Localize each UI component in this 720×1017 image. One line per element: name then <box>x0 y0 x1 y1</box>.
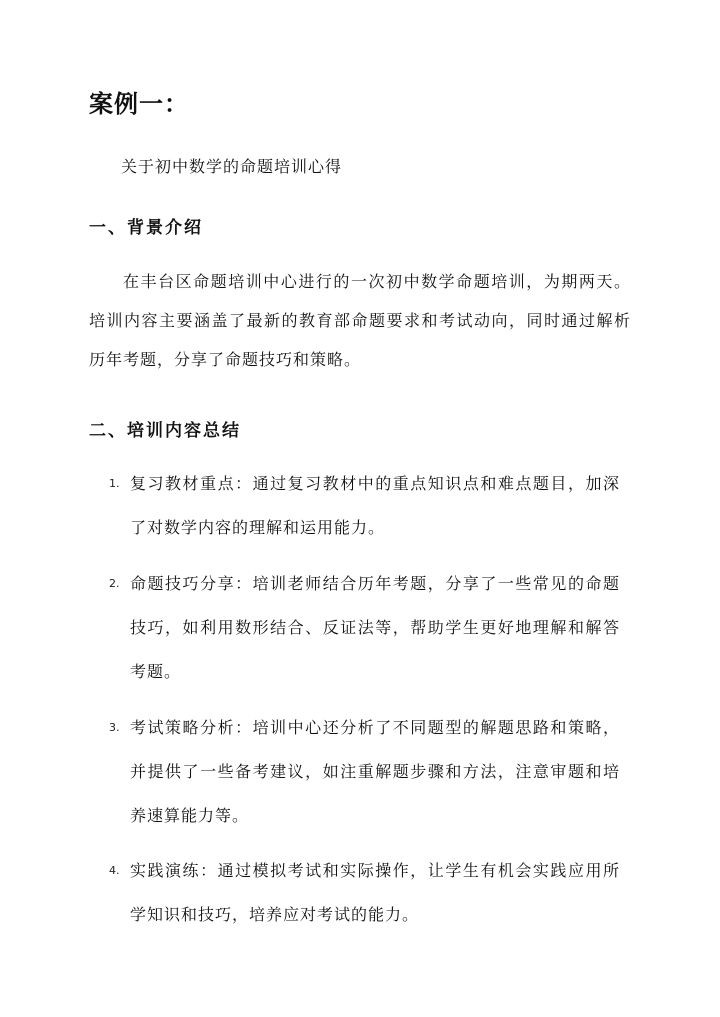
section-heading-background: 一、背景介绍 <box>89 218 203 238</box>
list-item-text: 考试策略分析：培训中心还分析了不同题型的解题思路和策略，并提供了一些备考建议，如注重解题步骤和方法，注意审题和培养速算能力等。 <box>130 718 620 825</box>
list-item-number: 4. <box>109 864 120 877</box>
list-item-text: 复习教材重点：通过复习教材中的重点知识点和难点题目，加深了对数学内容的理解和运用能力。 <box>130 474 620 537</box>
list-item-number: 1. <box>109 477 120 490</box>
list-item-number: 2. <box>109 577 120 590</box>
list-item-text: 命题技巧分享：培训老师结合历年考题，分享了一些常见的命题技巧，如利用数形结合、反证法等，帮助学生更好地理解和解答考题。 <box>130 574 620 681</box>
background-paragraph: 在丰台区命题培训中心进行的一次初中数学命题培训，为期两天。培训内容主要涵盖了最新的教育部命题要求和考试动向，同时通过解析历年考题，分享了命题技巧和策略。 <box>89 272 631 369</box>
document-subtitle: 关于初中数学的命题培训心得 <box>121 157 343 176</box>
document-title: 案例一： <box>89 90 189 118</box>
list-item-text: 实践演练：通过模拟考试和实际操作，让学生有机会实践应用所学知识和技巧，培养应对考试的能力。 <box>130 861 620 924</box>
section-heading-training-summary: 二、培训内容总结 <box>89 421 241 441</box>
list-item-number: 3. <box>109 721 120 734</box>
